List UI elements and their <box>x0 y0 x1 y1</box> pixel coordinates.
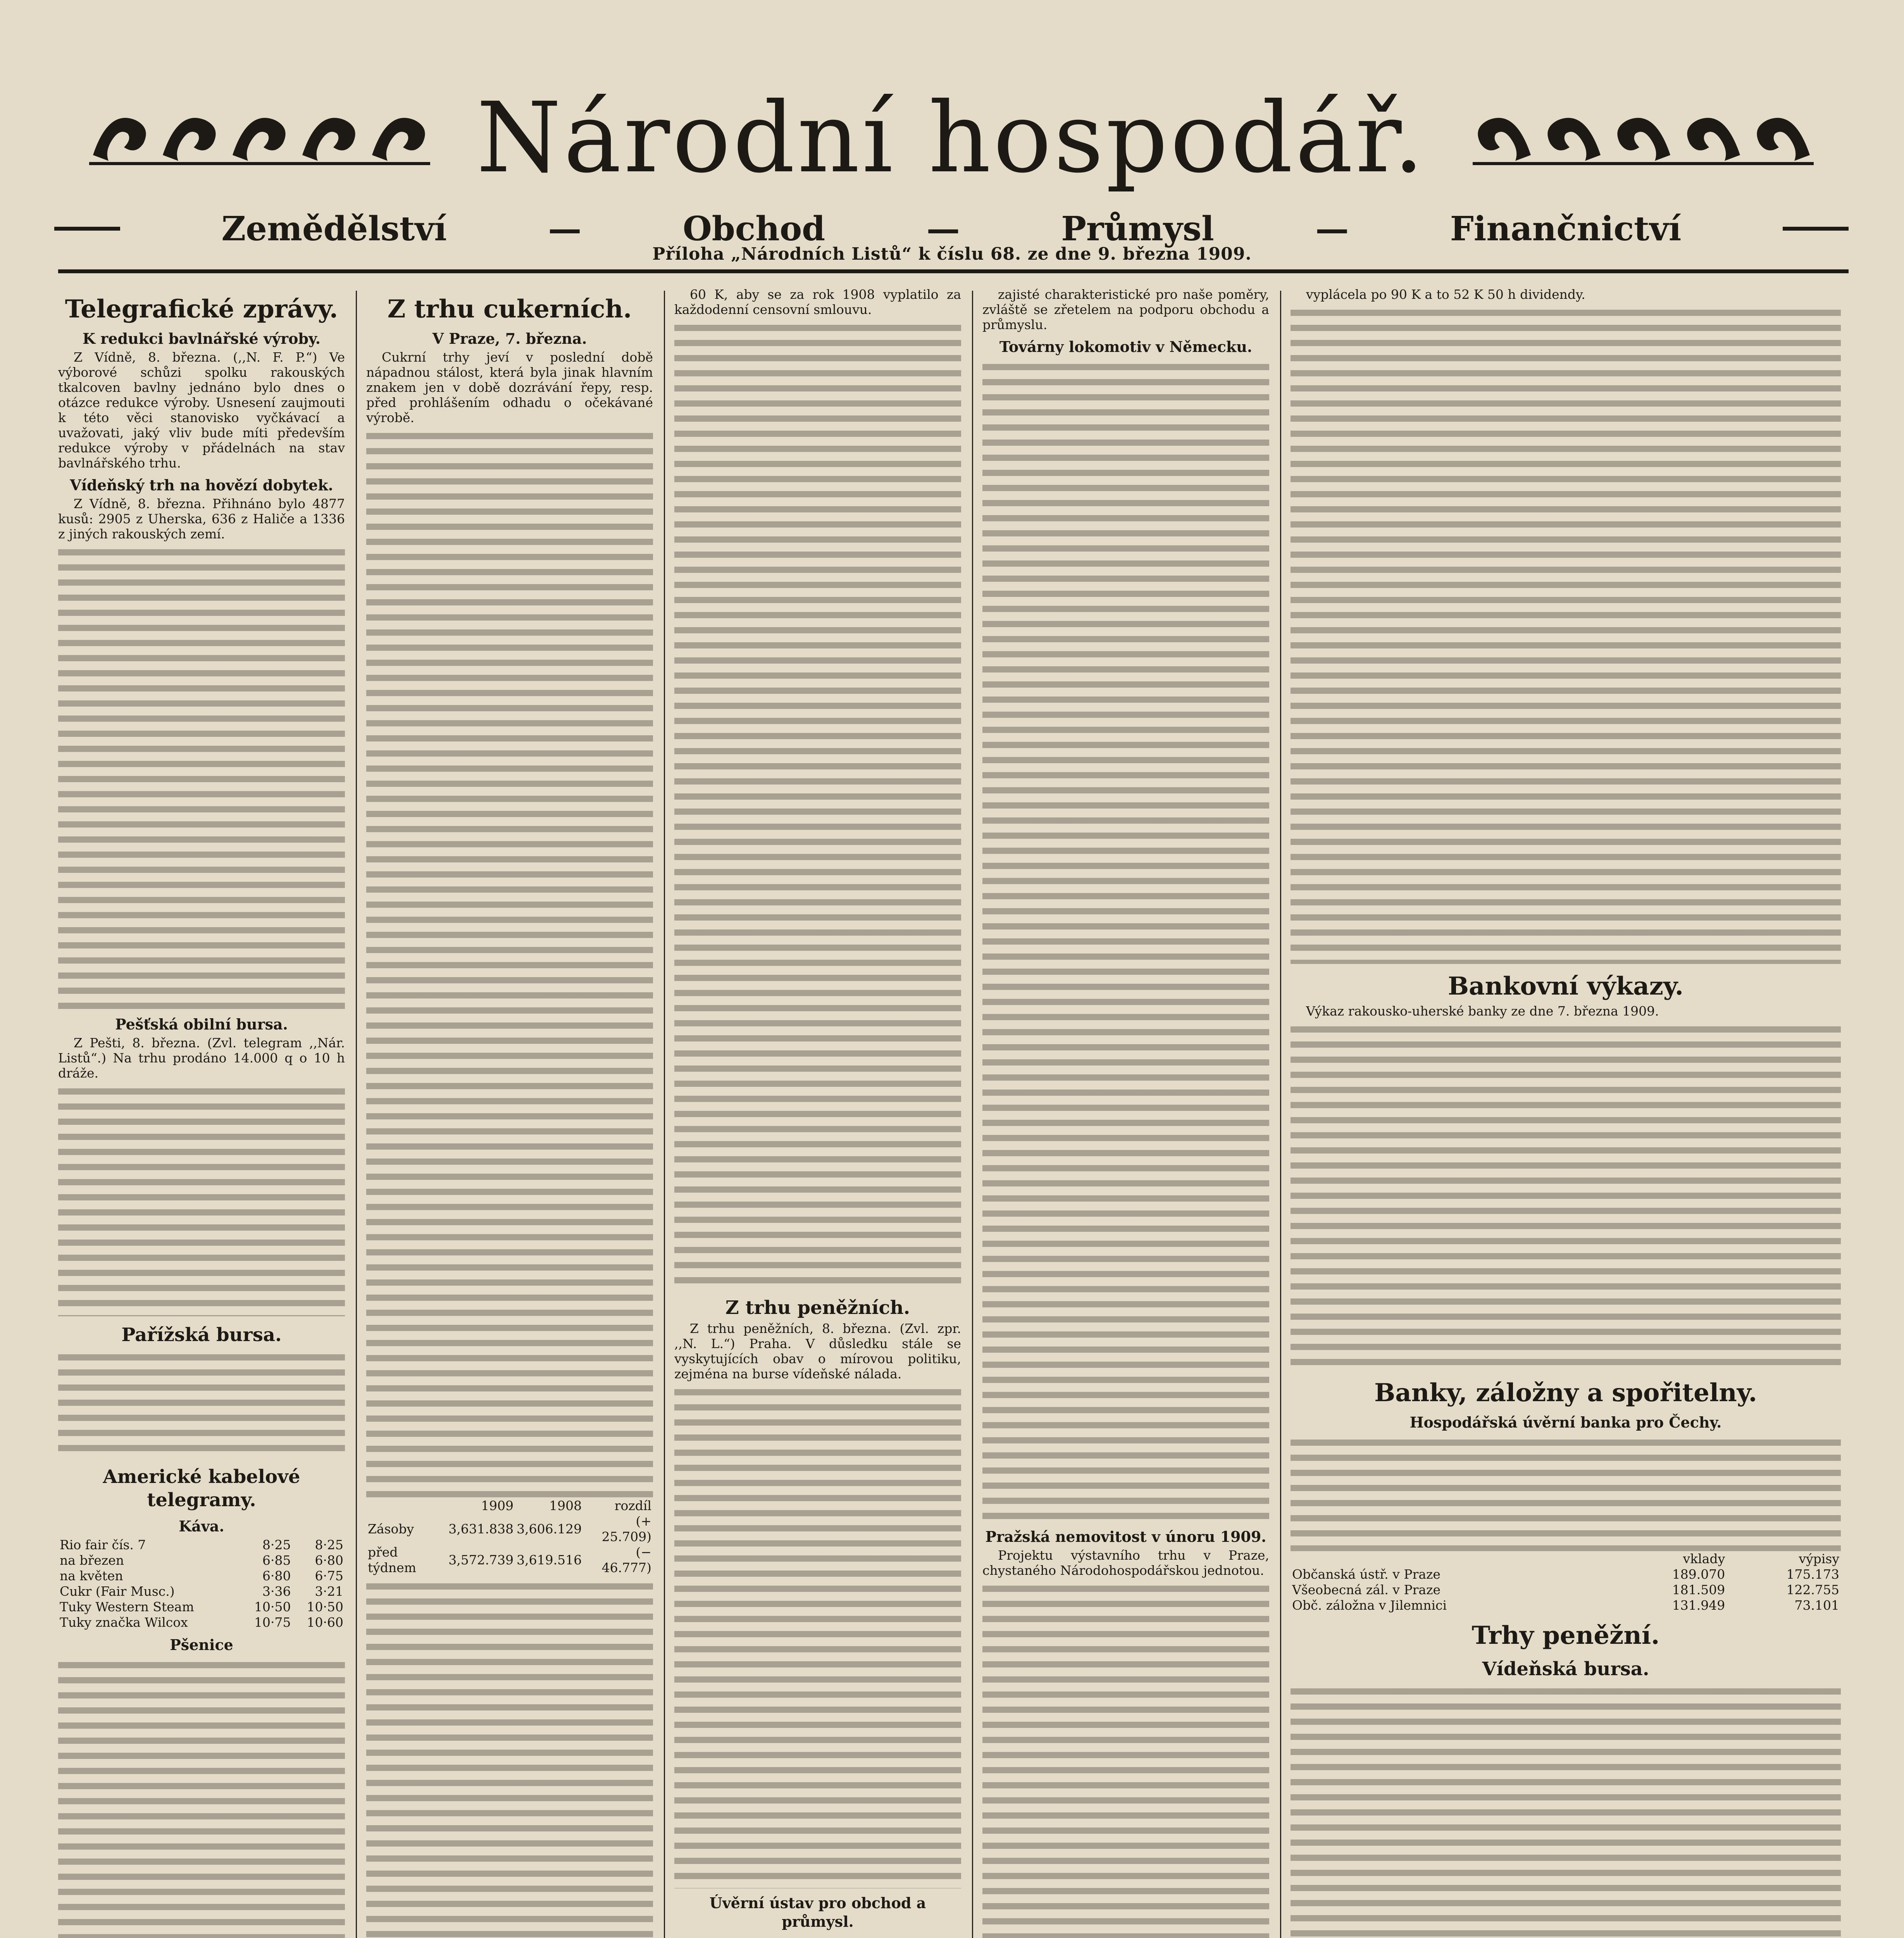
table-row <box>58 1537 345 1553</box>
row-value: 8·25 <box>315 1537 343 1552</box>
row-value: 3,606.129 <box>517 1521 582 1536</box>
heading-money-markets: Trhy peněžní. <box>1472 1621 1660 1650</box>
table-row <box>366 1514 653 1545</box>
row-value: 189.070 <box>1672 1567 1725 1582</box>
row-label: Tuky Western Steam <box>60 1599 194 1614</box>
table-row <box>58 1553 345 1568</box>
subheading-credit-bank: Hospodářská úvěrní banka pro Čechy. <box>1409 1414 1722 1431</box>
table-header-row <box>1291 1551 1841 1567</box>
heading-banks-savings: Banky, záložny a spořitelny. <box>1374 1378 1757 1407</box>
row-value: 122.755 <box>1786 1582 1839 1597</box>
supplement-line: Příloha „Národních Listů“ k číslu 68. ze dne 9. března 1909. <box>652 244 1252 264</box>
row-value: 6·80 <box>262 1568 291 1583</box>
text-block <box>1291 1435 1841 1551</box>
text-block <box>1291 305 1841 964</box>
row-value: 10·50 <box>254 1599 291 1614</box>
row-value: 6·80 <box>315 1553 343 1568</box>
paragraph-col4-top: zajisté charakteristické pro naše poměry, zvláště se zřetelem na podporu obchodu a průmyslu. <box>982 287 1269 332</box>
row-label: Zásoby <box>368 1521 414 1536</box>
table-row <box>1291 1582 1841 1598</box>
table-row <box>58 1568 345 1584</box>
text-block <box>982 1581 1269 1938</box>
row-value: 73.101 <box>1794 1598 1839 1613</box>
section-dash-right <box>1783 227 1849 231</box>
text-block <box>674 1385 961 1888</box>
section-agriculture: Zemědělství <box>221 209 447 248</box>
row-label: Občanská ústř. v Praze <box>1292 1567 1440 1582</box>
row-value: 3,572.739 <box>448 1552 514 1567</box>
row-value: 3,619.516 <box>517 1552 582 1567</box>
table-row <box>58 1584 345 1599</box>
row-label: na květen <box>60 1568 123 1583</box>
market-heading-coffee: Káva. <box>179 1517 224 1535</box>
subheading-locomotives: Továrny lokomotiv v Německu. <box>999 338 1253 355</box>
paragraph-cotton: Z Vídně, 8. března. (,,N. F. P.“) Ve výborové schůzi spolku rakouských tkalcoven bavlny jednáno bylo dnes o otázce redukce výroby. Usnesení zaujmouti k této věci stanovisko vyčkávací a uvažovati, jaký vliv bude míti především redukce výroby v přádelnách na stav bavlnářského trhu. <box>58 350 345 471</box>
section-dash-left <box>54 227 120 231</box>
masthead-title: Národní hospodář. <box>476 81 1427 194</box>
header-cell: 1908 <box>549 1498 582 1513</box>
subheading-cotton: K redukci bavlnářské výroby. <box>83 330 320 347</box>
dateline-sugar: V Praze, 7. března. <box>432 330 587 347</box>
row-value: 6·85 <box>262 1553 291 1568</box>
paragraph-sugar: Cukrní trhy jeví v poslední době nápadnou stálost, která byla jinak hlavním znakem jen v době dozrávání řepy, resp. před prohlášením odhadu o očekávané výrobě. <box>366 350 653 425</box>
header-cell: vklady <box>1683 1551 1725 1566</box>
section-separator: — <box>926 209 960 248</box>
row-value: 131.949 <box>1672 1598 1725 1613</box>
text-block <box>1291 1684 1841 1938</box>
column-4 <box>982 287 1269 1938</box>
heading-bank-reports: Bankovní výkazy. <box>1447 972 1684 1001</box>
column-rule <box>972 291 973 1938</box>
ornament-right-icon <box>1469 97 1818 167</box>
row-value: 181.509 <box>1672 1582 1725 1597</box>
column-rule <box>1280 291 1281 1938</box>
row-value: 3,631.838 <box>448 1521 514 1536</box>
section-separator: — <box>1315 209 1349 248</box>
section-separator: — <box>548 209 582 248</box>
table-header-row <box>366 1498 653 1514</box>
table-row <box>1291 1598 1841 1613</box>
text-block <box>366 428 653 1498</box>
paragraph-pest: Z Pešti, 8. března. (Zvl. telegram ,,Nár. Listů“.) Na trhu prodáno 14.000 q o 10 h dráže. <box>58 1035 345 1081</box>
row-label: Tuky značka Wilcox <box>60 1615 188 1630</box>
paragraph-col3-top: 60 K, aby se za rok 1908 vyplatilo za každodenní censovní smlouvu. <box>674 287 961 317</box>
subheading-cattle: Vídeňský trh na hovězí dobytek. <box>70 476 333 494</box>
table-row <box>58 1615 345 1630</box>
text-block <box>1291 1022 1841 1371</box>
column-rule <box>664 291 665 1938</box>
market-table <box>58 1537 345 1630</box>
header-cell: 1909 <box>481 1498 514 1513</box>
deposits-table <box>1291 1551 1841 1613</box>
text-block <box>58 545 345 1010</box>
paragraph-cattle: Z Vídně, 8. března. Přihnáno bylo 4877 kusů: 2905 z Uherska, 636 z Haliče a 1336 z jiných rakouských zemí. <box>58 496 345 541</box>
header-cell <box>1291 1551 1613 1567</box>
heading-vienna-bourse: Vídeňská bursa. <box>1482 1658 1649 1680</box>
heading-paris-bourse: Pařížská bursa. <box>121 1324 282 1346</box>
section-trade: Obchod <box>682 209 825 248</box>
text-block <box>58 1350 345 1458</box>
market-heading-wheat: Pšenice <box>170 1636 233 1654</box>
heading-american-cables: Americké kabelové telegramy. <box>103 1466 300 1511</box>
table-row <box>1291 1567 1841 1582</box>
column-5 <box>1291 287 1849 1938</box>
row-value: 8·25 <box>262 1537 291 1552</box>
row-label: na březen <box>60 1553 124 1568</box>
row-value: 3·21 <box>315 1584 343 1599</box>
row-label: Rio fair čís. 7 <box>60 1537 146 1552</box>
columns <box>58 287 1849 1938</box>
column-rule <box>356 291 357 1938</box>
row-label: Obč. záložna v Jilemnici <box>1292 1598 1447 1613</box>
paragraph-col5-top: vyplácela po 90 K a to 52 K 50 h dividendy. <box>1306 287 1585 302</box>
text-block <box>366 1579 653 1938</box>
paragraph-bank-report: Výkaz rakousko-uherské banky ze dne 7. března 1909. <box>1306 1003 1659 1019</box>
row-value: 10·60 <box>307 1615 343 1630</box>
table-row <box>58 1599 345 1615</box>
row-value: 10·50 <box>307 1599 343 1614</box>
text-block <box>58 1657 345 1938</box>
column-2 <box>366 287 653 1938</box>
row-label: Cukr (Fair Musc.) <box>60 1584 175 1599</box>
row-label: Všeobecná zál. v Praze <box>1292 1582 1441 1597</box>
subheading-credit-institute: Úvěrní ústav pro obchod a průmysl. <box>709 1894 926 1930</box>
row-value: 175.173 <box>1786 1567 1839 1582</box>
row-value: 6·75 <box>315 1568 343 1583</box>
column-5-inner <box>1291 287 1841 1938</box>
column-1 <box>58 287 345 1938</box>
subheading-real-estate: Pražská nemovitost v únoru 1909. <box>985 1528 1266 1545</box>
heading-money-market: Z trhu peněžních. <box>725 1297 910 1319</box>
text-block <box>674 320 961 1289</box>
heading-telegrams: Telegrafické zprávy. <box>65 295 338 324</box>
header-cell: výpisy <box>1799 1551 1839 1566</box>
row-value: (+ 25.709) <box>601 1514 651 1544</box>
text-block <box>982 359 1269 1522</box>
header-rule <box>58 269 1849 273</box>
text-block <box>58 1084 345 1316</box>
heading-sugar-market: Z trhu cukerních. <box>387 295 632 324</box>
section-industry: Průmysl <box>1061 209 1214 248</box>
column-3 <box>674 287 961 1938</box>
header-cell: rozdíl <box>614 1498 651 1513</box>
section-finance: Finančnictví <box>1450 209 1682 248</box>
row-value: 3·36 <box>262 1584 291 1599</box>
paragraph-money-market: Z trhu peněžních, 8. března. (Zvl. zpr. ,,N. L.“) Praha. V důsledku stále se vyskytujících obav o mírovou politiku, zejména na burse vídeňské nálada. <box>674 1321 961 1381</box>
table-row <box>366 1545 653 1576</box>
stock-table <box>366 1498 653 1576</box>
row-value: (− 46.777) <box>601 1545 651 1575</box>
text-block <box>674 1934 961 1938</box>
header-cell <box>366 1498 447 1514</box>
masthead <box>54 66 1849 205</box>
row-value: 10·75 <box>254 1615 291 1630</box>
paragraph-exhibition: Projektu výstavního trhu v Praze, chystaného Národohospodářskou jednotou. <box>982 1548 1269 1578</box>
row-label: před týdnem <box>368 1545 417 1575</box>
subheading-pest: Pešťská obilní bursa. <box>115 1016 288 1033</box>
